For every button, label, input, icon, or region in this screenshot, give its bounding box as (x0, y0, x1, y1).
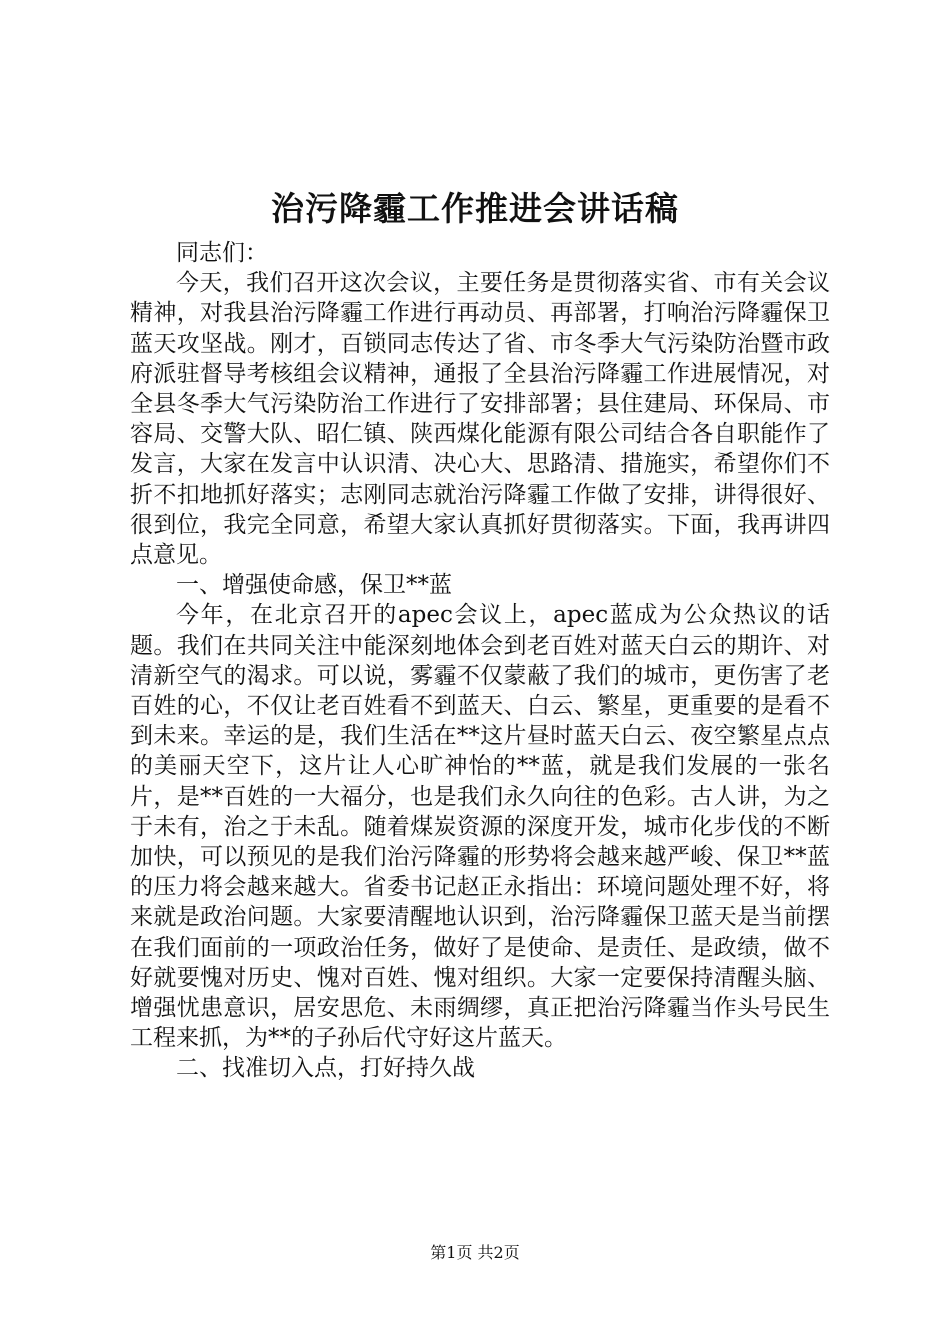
document-title: 治污降霾工作推进会讲话稿 (271, 189, 679, 228)
section-heading-1: 一、增强使命感，保卫**蓝 (176, 572, 452, 599)
document-body (130, 238, 830, 1084)
section-1-paragraph: 今年，在北京召开的apec会议上，apec蓝成为公众热议的话题。我们在共同关注中能深刻地体会到老百姓对蓝天白云的期许、对清新空气的渴求。可以说，雾霾不仅蒙蔽了我们的城市，更伤害了老百姓的心，不仅让老百姓看不到蓝天、白云、繁星，更重要的是看不到未来。幸运的是，我们生活在**这片昼时蓝天白云、夜空繁星点点的美丽天空下，这片让人心旷神怡的**蓝，就是我们发展的一张名片，是**百姓的一大福分，也是我们永久向往的色彩。古人讲，为之于未有，治之于未乱。随着煤炭资源的深度开发，城市化步伐的不断加快，可以预见的是我们治污降霾的形势将会越来越严峻、保卫**蓝的压力将会越来越大。省委书记赵正永指出：环境问题处理不好，将来就是政治问题。大家要清醒地认识到，治污降霾保卫蓝天是当前摆在我们面前的一项政治任务，做好了是使命、是责任、是政绩，做不好就要愧对历史、愧对百姓、愧对组织。大家一定要保持清醒头脑、增强忧患意识，居安思危、未雨绸缪，真正把治污降霾当作头号民生工程来抓，为**的子孙后代守好这片蓝天。 (130, 602, 830, 1052)
salutation-paragraph: 同志们： (176, 240, 268, 266)
page-number-footer: 第1页 共2页 (430, 1243, 520, 1262)
intro-paragraph: 今天，我们召开这次会议，主要任务是贯彻落实省、市有关会议精神，对我县治污降霾工作进行再动员、再部署，打响治污降霾保卫蓝天攻坚战。刚才，百锁同志传达了省、市冬季大气污染防治暨市政府派驻督导考核组会议精神，通报了全县治污降霾工作进展情况，对全县冬季大气污染防治工作进行了安排部署；县住建局、环保局、市容局、交警大队、昭仁镇、陕西煤化能源有限公司结合各自职能作了发言，大家在发言中认识清、决心大、思路清、措施实，希望你们不折不扣地抓好落实；志刚同志就治污降霾工作做了安排，讲得很好、很到位，我完全同意，希望大家认真抓好贯彻落实。下面，我再讲四点意见。 (130, 270, 830, 569)
section-heading-2: 二、找准切入点，打好持久战 (176, 1055, 475, 1082)
